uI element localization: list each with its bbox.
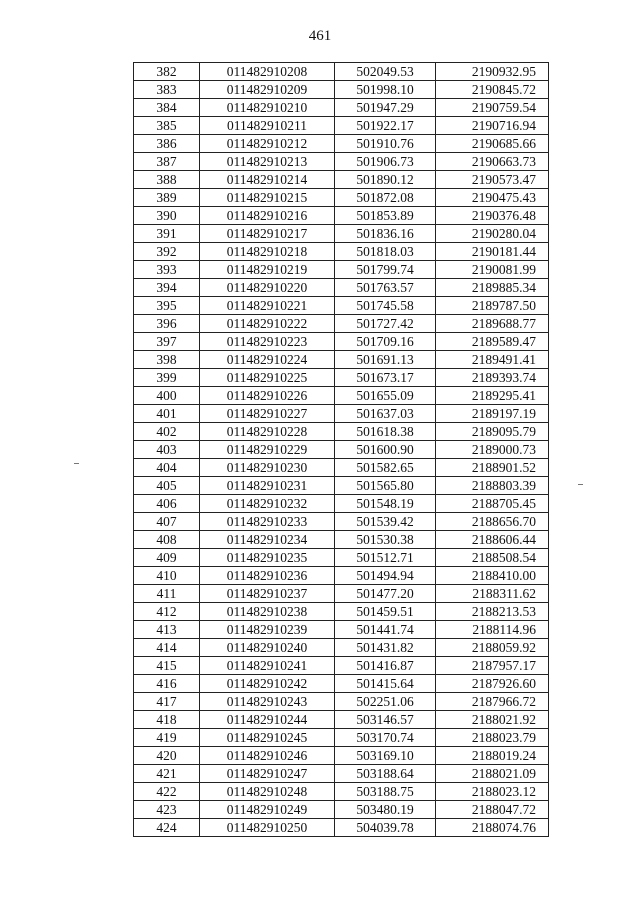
x-coordinate-cell: 501512.71 [335, 549, 436, 567]
point-id-cell: 011482910235 [200, 549, 335, 567]
row-number-cell: 406 [134, 495, 200, 513]
table-row [134, 657, 549, 675]
x-coordinate-cell: 501709.16 [335, 333, 436, 351]
x-coordinate-cell: 501745.58 [335, 297, 436, 315]
y-coordinate-cell: 2187966.72 [436, 693, 549, 711]
row-number-cell: 411 [134, 585, 200, 603]
x-coordinate-cell: 501494.94 [335, 567, 436, 585]
point-id-cell: 011482910216 [200, 207, 335, 225]
x-coordinate-cell: 502049.53 [335, 63, 436, 81]
x-coordinate-cell: 501416.87 [335, 657, 436, 675]
x-coordinate-cell: 501459.51 [335, 603, 436, 621]
x-coordinate-cell: 501763.57 [335, 279, 436, 297]
y-coordinate-cell: 2188021.92 [436, 711, 549, 729]
point-id-cell: 011482910238 [200, 603, 335, 621]
row-number-cell: 408 [134, 531, 200, 549]
table-row [134, 297, 549, 315]
table-row [134, 423, 549, 441]
point-id-cell: 011482910239 [200, 621, 335, 639]
table-row [134, 639, 549, 657]
row-number-cell: 385 [134, 117, 200, 135]
row-number-cell: 418 [134, 711, 200, 729]
table-row [134, 441, 549, 459]
y-coordinate-cell: 2188023.12 [436, 783, 549, 801]
x-coordinate-cell: 501906.73 [335, 153, 436, 171]
x-coordinate-cell: 501539.42 [335, 513, 436, 531]
table-row [134, 549, 549, 567]
coordinates-table-body [134, 63, 549, 837]
row-number-cell: 413 [134, 621, 200, 639]
point-id-cell: 011482910236 [200, 567, 335, 585]
row-number-cell: 419 [134, 729, 200, 747]
point-id-cell: 011482910221 [200, 297, 335, 315]
row-number-cell: 382 [134, 63, 200, 81]
row-number-cell: 403 [134, 441, 200, 459]
row-number-cell: 389 [134, 189, 200, 207]
y-coordinate-cell: 2188656.70 [436, 513, 549, 531]
row-number-cell: 386 [134, 135, 200, 153]
x-coordinate-cell: 501565.80 [335, 477, 436, 495]
row-number-cell: 398 [134, 351, 200, 369]
x-coordinate-cell: 503188.75 [335, 783, 436, 801]
y-coordinate-cell: 2190081.99 [436, 261, 549, 279]
row-number-cell: 393 [134, 261, 200, 279]
point-id-cell: 011482910241 [200, 657, 335, 675]
y-coordinate-cell: 2190845.72 [436, 81, 549, 99]
point-id-cell: 011482910243 [200, 693, 335, 711]
table-row [134, 729, 549, 747]
y-coordinate-cell: 2188705.45 [436, 495, 549, 513]
y-coordinate-cell: 2190663.73 [436, 153, 549, 171]
point-id-cell: 011482910231 [200, 477, 335, 495]
point-id-cell: 011482910228 [200, 423, 335, 441]
row-number-cell: 390 [134, 207, 200, 225]
row-number-cell: 395 [134, 297, 200, 315]
row-number-cell: 422 [134, 783, 200, 801]
point-id-cell: 011482910244 [200, 711, 335, 729]
point-id-cell: 011482910214 [200, 171, 335, 189]
x-coordinate-cell: 503188.64 [335, 765, 436, 783]
point-id-cell: 011482910237 [200, 585, 335, 603]
x-coordinate-cell: 501727.42 [335, 315, 436, 333]
table-row [134, 279, 549, 297]
y-coordinate-cell: 2188410.00 [436, 567, 549, 585]
x-coordinate-cell: 501530.38 [335, 531, 436, 549]
row-number-cell: 402 [134, 423, 200, 441]
table-row [134, 135, 549, 153]
point-id-cell: 011482910229 [200, 441, 335, 459]
row-number-cell: 391 [134, 225, 200, 243]
y-coordinate-cell: 2190280.04 [436, 225, 549, 243]
x-coordinate-cell: 501655.09 [335, 387, 436, 405]
y-coordinate-cell: 2190716.94 [436, 117, 549, 135]
point-id-cell: 011482910215 [200, 189, 335, 207]
x-coordinate-cell: 501431.82 [335, 639, 436, 657]
x-coordinate-cell: 501618.38 [335, 423, 436, 441]
point-id-cell: 011482910230 [200, 459, 335, 477]
table-row [134, 513, 549, 531]
row-number-cell: 399 [134, 369, 200, 387]
row-number-cell: 396 [134, 315, 200, 333]
point-id-cell: 011482910220 [200, 279, 335, 297]
table-row [134, 261, 549, 279]
y-coordinate-cell: 2189688.77 [436, 315, 549, 333]
y-coordinate-cell: 2190573.47 [436, 171, 549, 189]
row-number-cell: 421 [134, 765, 200, 783]
table-row [134, 189, 549, 207]
y-coordinate-cell: 2188021.09 [436, 765, 549, 783]
table-row [134, 477, 549, 495]
table-row [134, 171, 549, 189]
coordinates-table [133, 62, 549, 837]
x-coordinate-cell: 504039.78 [335, 819, 436, 837]
point-id-cell: 011482910208 [200, 63, 335, 81]
point-id-cell: 011482910233 [200, 513, 335, 531]
point-id-cell: 011482910226 [200, 387, 335, 405]
point-id-cell: 011482910227 [200, 405, 335, 423]
y-coordinate-cell: 2190181.44 [436, 243, 549, 261]
x-coordinate-cell: 501600.90 [335, 441, 436, 459]
x-coordinate-cell: 501872.08 [335, 189, 436, 207]
table-row [134, 495, 549, 513]
row-number-cell: 412 [134, 603, 200, 621]
point-id-cell: 011482910234 [200, 531, 335, 549]
table-row [134, 801, 549, 819]
x-coordinate-cell: 501947.29 [335, 99, 436, 117]
y-coordinate-cell: 2189295.41 [436, 387, 549, 405]
x-coordinate-cell: 503169.10 [335, 747, 436, 765]
y-coordinate-cell: 2188311.62 [436, 585, 549, 603]
point-id-cell: 011482910213 [200, 153, 335, 171]
y-coordinate-cell: 2189885.34 [436, 279, 549, 297]
y-coordinate-cell: 2190685.66 [436, 135, 549, 153]
y-coordinate-cell: 2189393.74 [436, 369, 549, 387]
table-row [134, 603, 549, 621]
point-id-cell: 011482910250 [200, 819, 335, 837]
y-coordinate-cell: 2189787.50 [436, 297, 549, 315]
y-coordinate-cell: 2190376.48 [436, 207, 549, 225]
y-coordinate-cell: 2188114.96 [436, 621, 549, 639]
x-coordinate-cell: 501922.17 [335, 117, 436, 135]
row-number-cell: 394 [134, 279, 200, 297]
point-id-cell: 011482910232 [200, 495, 335, 513]
x-coordinate-cell: 501853.89 [335, 207, 436, 225]
row-number-cell: 383 [134, 81, 200, 99]
y-coordinate-cell: 2189491.41 [436, 351, 549, 369]
table-row [134, 117, 549, 135]
point-id-cell: 011482910240 [200, 639, 335, 657]
x-coordinate-cell: 502251.06 [335, 693, 436, 711]
x-coordinate-cell: 501548.19 [335, 495, 436, 513]
row-number-cell: 388 [134, 171, 200, 189]
x-coordinate-cell: 503170.74 [335, 729, 436, 747]
x-coordinate-cell: 501910.76 [335, 135, 436, 153]
point-id-cell: 011482910248 [200, 783, 335, 801]
table-row [134, 243, 549, 261]
page-number: 461 [308, 28, 332, 44]
point-id-cell: 011482910210 [200, 99, 335, 117]
table-row [134, 531, 549, 549]
row-number-cell: 387 [134, 153, 200, 171]
point-id-cell: 011482910225 [200, 369, 335, 387]
x-coordinate-cell: 501441.74 [335, 621, 436, 639]
y-coordinate-cell: 2190932.95 [436, 63, 549, 81]
point-id-cell: 011482910246 [200, 747, 335, 765]
table-row [134, 207, 549, 225]
point-id-cell: 011482910217 [200, 225, 335, 243]
y-coordinate-cell: 2188606.44 [436, 531, 549, 549]
y-coordinate-cell: 2187957.17 [436, 657, 549, 675]
table-row [134, 459, 549, 477]
y-coordinate-cell: 2188901.52 [436, 459, 549, 477]
x-coordinate-cell: 501673.17 [335, 369, 436, 387]
row-number-cell: 405 [134, 477, 200, 495]
table-row [134, 819, 549, 837]
row-number-cell: 416 [134, 675, 200, 693]
point-id-cell: 011482910212 [200, 135, 335, 153]
row-number-cell: 417 [134, 693, 200, 711]
table-row [134, 621, 549, 639]
table-row [134, 585, 549, 603]
y-coordinate-cell: 2188213.53 [436, 603, 549, 621]
point-id-cell: 011482910211 [200, 117, 335, 135]
y-coordinate-cell: 2188074.76 [436, 819, 549, 837]
point-id-cell: 011482910209 [200, 81, 335, 99]
y-coordinate-cell: 2188047.72 [436, 801, 549, 819]
row-number-cell: 414 [134, 639, 200, 657]
row-number-cell: 423 [134, 801, 200, 819]
table-row [134, 81, 549, 99]
point-id-cell: 011482910222 [200, 315, 335, 333]
x-coordinate-cell: 501890.12 [335, 171, 436, 189]
x-coordinate-cell: 501477.20 [335, 585, 436, 603]
y-coordinate-cell: 2188019.24 [436, 747, 549, 765]
row-number-cell: 400 [134, 387, 200, 405]
table-row [134, 747, 549, 765]
y-coordinate-cell: 2187926.60 [436, 675, 549, 693]
x-coordinate-cell: 503146.57 [335, 711, 436, 729]
x-coordinate-cell: 501637.03 [335, 405, 436, 423]
y-coordinate-cell: 2188059.92 [436, 639, 549, 657]
y-coordinate-cell: 2188508.54 [436, 549, 549, 567]
row-number-cell: 404 [134, 459, 200, 477]
point-id-cell: 011482910224 [200, 351, 335, 369]
point-id-cell: 011482910242 [200, 675, 335, 693]
row-number-cell: 384 [134, 99, 200, 117]
table-row [134, 387, 549, 405]
y-coordinate-cell: 2189000.73 [436, 441, 549, 459]
table-row [134, 99, 549, 117]
x-coordinate-cell: 501691.13 [335, 351, 436, 369]
x-coordinate-cell: 501818.03 [335, 243, 436, 261]
point-id-cell: 011482910249 [200, 801, 335, 819]
table-row [134, 351, 549, 369]
row-number-cell: 401 [134, 405, 200, 423]
scan-mark-right [578, 484, 583, 485]
point-id-cell: 011482910218 [200, 243, 335, 261]
scan-mark-left [74, 463, 79, 464]
point-id-cell: 011482910245 [200, 729, 335, 747]
y-coordinate-cell: 2190475.43 [436, 189, 549, 207]
y-coordinate-cell: 2189095.79 [436, 423, 549, 441]
table-row [134, 153, 549, 171]
table-row [134, 675, 549, 693]
y-coordinate-cell: 2190759.54 [436, 99, 549, 117]
table-row [134, 765, 549, 783]
point-id-cell: 011482910223 [200, 333, 335, 351]
row-number-cell: 409 [134, 549, 200, 567]
x-coordinate-cell: 501836.16 [335, 225, 436, 243]
point-id-cell: 011482910219 [200, 261, 335, 279]
table-row [134, 693, 549, 711]
y-coordinate-cell: 2189589.47 [436, 333, 549, 351]
row-number-cell: 420 [134, 747, 200, 765]
x-coordinate-cell: 503480.19 [335, 801, 436, 819]
y-coordinate-cell: 2188803.39 [436, 477, 549, 495]
x-coordinate-cell: 501998.10 [335, 81, 436, 99]
row-number-cell: 407 [134, 513, 200, 531]
table-row [134, 315, 549, 333]
row-number-cell: 415 [134, 657, 200, 675]
table-row [134, 63, 549, 81]
x-coordinate-cell: 501415.64 [335, 675, 436, 693]
row-number-cell: 424 [134, 819, 200, 837]
row-number-cell: 397 [134, 333, 200, 351]
table-row [134, 225, 549, 243]
y-coordinate-cell: 2189197.19 [436, 405, 549, 423]
row-number-cell: 410 [134, 567, 200, 585]
table-row [134, 405, 549, 423]
row-number-cell: 392 [134, 243, 200, 261]
y-coordinate-cell: 2188023.79 [436, 729, 549, 747]
table-row [134, 711, 549, 729]
table-row [134, 567, 549, 585]
table-row [134, 783, 549, 801]
table-row [134, 333, 549, 351]
table-row [134, 369, 549, 387]
x-coordinate-cell: 501582.65 [335, 459, 436, 477]
point-id-cell: 011482910247 [200, 765, 335, 783]
x-coordinate-cell: 501799.74 [335, 261, 436, 279]
